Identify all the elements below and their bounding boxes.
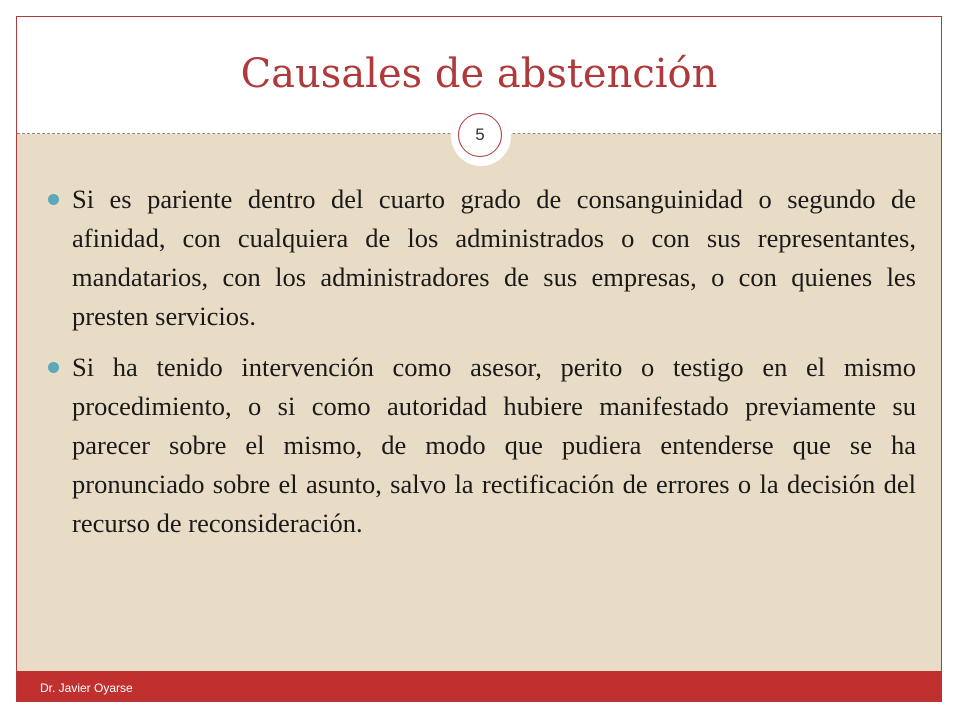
list-item — [48, 180, 916, 336]
page-number: 5 — [475, 125, 485, 144]
bullet-list — [48, 180, 916, 555]
bullet-dot-icon — [48, 362, 59, 373]
bullet-text: Si ha tenido intervención como asesor, perito o testigo en el mismo procedimiento, o si como autoridad hubiere manifestado previamente su parecer sobre el mismo, de modo que pudiera entenderse que se ha pronunciado sobre el asunto, salvo la rectificación de errores o la decisión del recurso de reconsideración. — [72, 352, 916, 538]
bullet-text: Si es pariente dentro del cuarto grado de consanguinidad o segundo de afinidad, con cualquiera de los administrados o con sus representantes, mandatarios, con los administradores de sus empresas, o con quienes les presten servicios. — [72, 184, 916, 331]
slide-title: Causales de abstención — [240, 51, 718, 97]
page-number-badge — [458, 113, 502, 157]
bullet-dot-icon — [48, 194, 59, 205]
list-item — [48, 348, 916, 543]
footer-bar — [17, 671, 941, 701]
footer-author: Dr. Javier Oyarse — [40, 681, 133, 695]
